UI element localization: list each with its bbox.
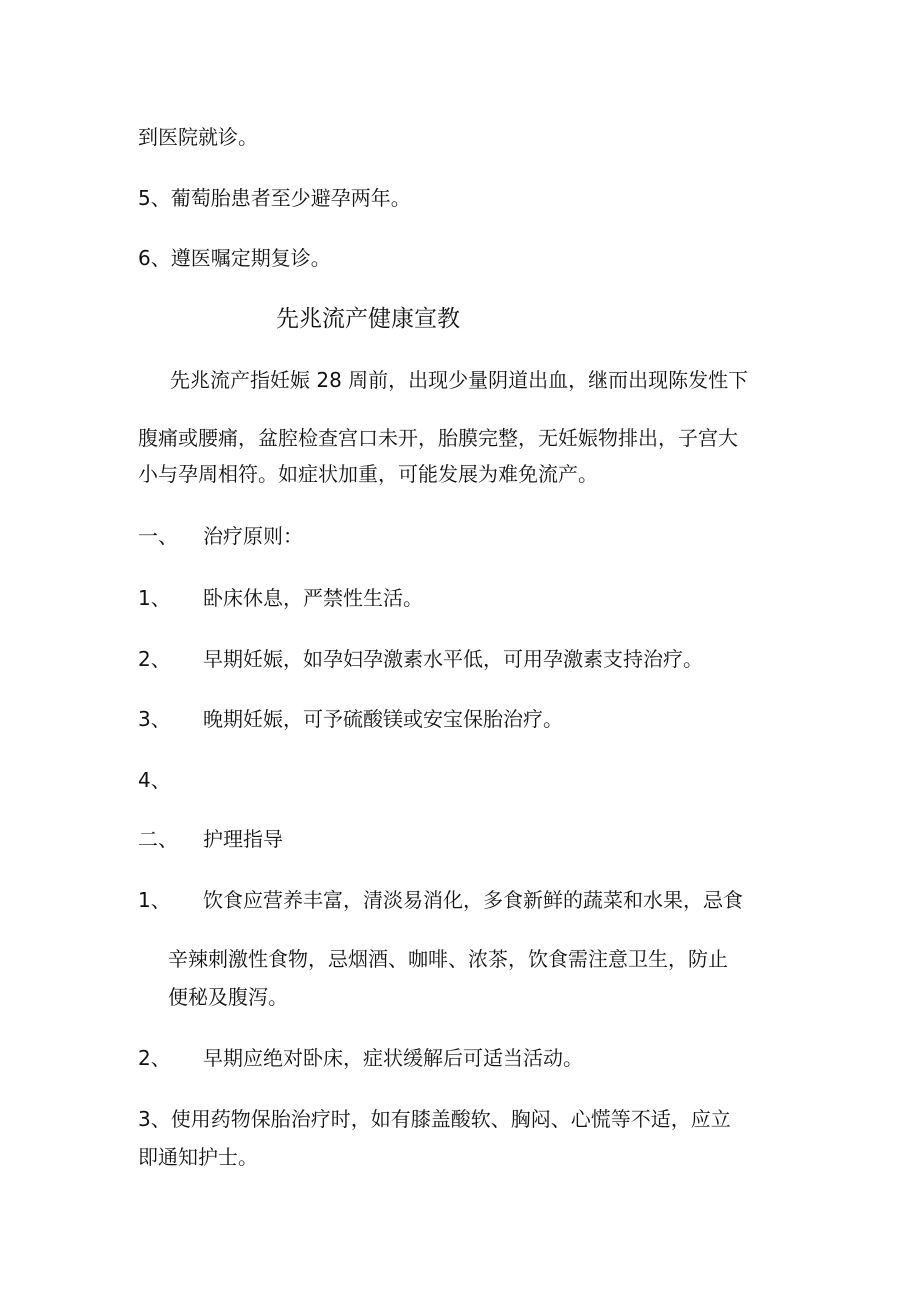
nursing-item-number: 2、 bbox=[138, 1046, 171, 1070]
nursing-item-number: 1、 bbox=[138, 888, 171, 912]
continued-line: 到医院就诊。 bbox=[138, 125, 258, 149]
document-title: 先兆流产健康宣教 bbox=[276, 306, 460, 332]
intro-paragraph-line-3: 小与孕周相符。如症状加重，可能发展为难免流产。 bbox=[138, 462, 598, 486]
nursing-item-line-3: 便秘及腹泻。 bbox=[168, 985, 288, 1009]
intro-paragraph-line-1: 先兆流产指妊娠 28 周前，出现少量阴道出血，继而出现陈发性下 bbox=[170, 368, 749, 392]
treatment-item-text: 晚期妊娠，可予硫酸镁或安宝保胎治疗。 bbox=[203, 707, 563, 731]
nursing-item-3-line-1: 3、使用药物保胎治疗时，如有膝盖酸软、胸闷、心慌等不适，应立 bbox=[138, 1107, 731, 1131]
list-item-5: 5、葡萄胎患者至少避孕两年。 bbox=[138, 186, 411, 210]
nursing-item-3-line-2: 即通知护士。 bbox=[138, 1145, 258, 1169]
treatment-item-number: 1、 bbox=[138, 586, 171, 610]
nursing-item-line-1: 饮食应营养丰富，清淡易消化，多食新鲜的蔬菜和水果，忌食 bbox=[203, 888, 743, 912]
list-item-6: 6、遵医嘱定期复诊。 bbox=[138, 246, 331, 270]
section-heading: 治疗原则： bbox=[203, 524, 303, 548]
treatment-item-text: 卧床休息，严禁性生活。 bbox=[203, 586, 423, 610]
treatment-item-number: 3、 bbox=[138, 707, 171, 731]
section-number: 一、 bbox=[138, 524, 178, 548]
section-number: 二、 bbox=[138, 827, 178, 851]
section-heading: 护理指导 bbox=[203, 827, 283, 851]
treatment-item-number: 2、 bbox=[138, 647, 171, 671]
treatment-item-text: 早期妊娠，如孕妇孕激素水平低，可用孕激素支持治疗。 bbox=[203, 647, 703, 671]
intro-paragraph-line-2: 腹痛或腰痛，盆腔检查宫口未开，胎膜完整，无妊娠物排出，子宫大 bbox=[138, 426, 738, 450]
nursing-item-text: 早期应绝对卧床，症状缓解后可适当活动。 bbox=[203, 1046, 583, 1070]
nursing-item-line-2: 辛辣刺激性食物，忌烟酒、咖啡、浓茶，饮食需注意卫生，防止 bbox=[168, 947, 728, 971]
treatment-item-number: 4、 bbox=[138, 768, 171, 792]
